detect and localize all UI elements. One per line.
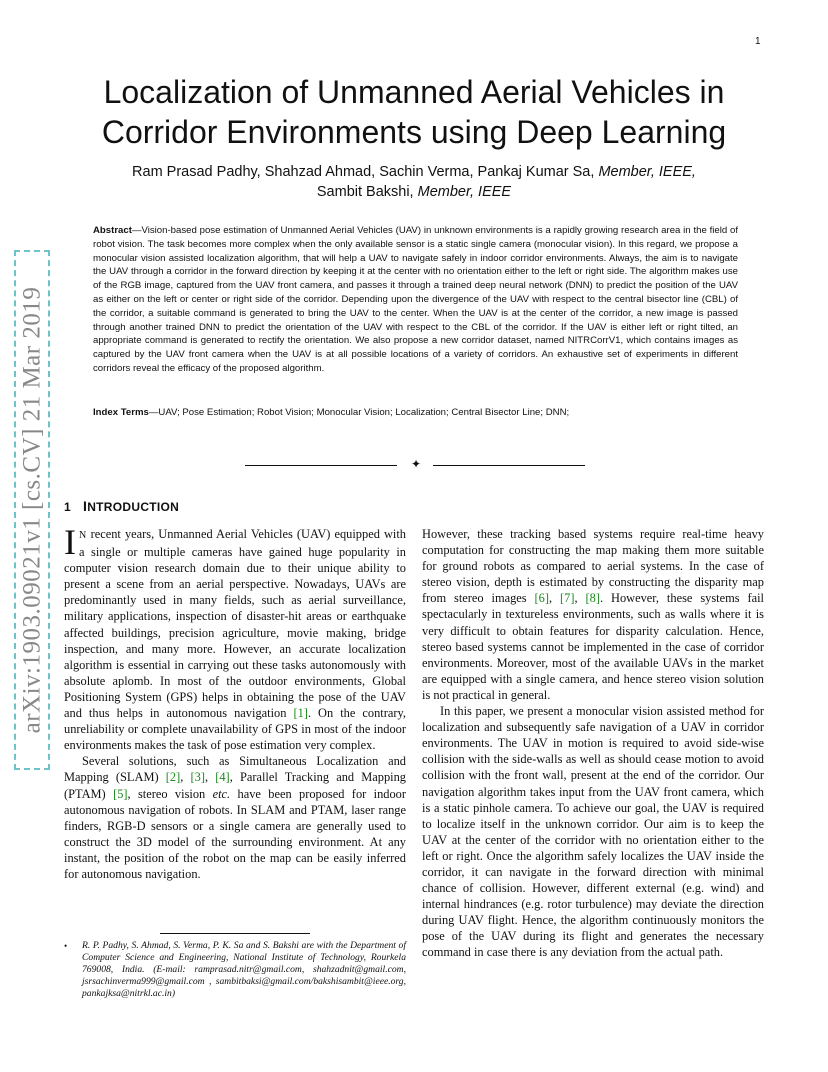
paragraph-text-italic: etc. (212, 786, 231, 801)
citation-link[interactable]: [5] (113, 786, 128, 801)
citation-link[interactable]: [3] (190, 770, 205, 785)
footnote-bullet-icon: • (64, 941, 68, 951)
citation-link[interactable]: [1] (293, 706, 308, 721)
drop-cap: I (64, 522, 76, 562)
paragraph (422, 526, 764, 703)
citation-link[interactable]: [2] (165, 770, 181, 785)
divider-line-left (245, 465, 397, 466)
divider-diamond-icon: ✦ (411, 457, 422, 471)
section-number: 1 (64, 500, 71, 514)
abstract-label: Abstract (93, 225, 132, 236)
paragraph-text: However, these tracking based systems require real-time heavy computation for constructing the map making them more suitable for ground robots as compared to aerial systems. In the case of stereo vision, depth is estimated by constructing the disparity map from stereo images (422, 527, 764, 606)
paragraph-text: , stereo vision (127, 786, 213, 801)
citation-link[interactable]: [6] (534, 591, 549, 606)
paragraph-text: , (204, 770, 216, 785)
section-divider (245, 459, 585, 471)
citation-link[interactable]: [7] (560, 591, 575, 606)
paragraph-text: , (574, 591, 586, 606)
paragraph-text: , (180, 770, 191, 785)
abstract-text: —Vision-based pose estimation of Unmanned Aerial Vehicles (UAV) in unknown environments is a rapidly growing research area in the field of robot vision. The task becomes more complex when the only available sensor is a static single camera (monocular vision). In this regard, we propose a monocular vision assisted localization algorithm, that will help a UAV to navigate safely in indoor corridor environments. Always, the aim is to navigate the UAV through a corridor in the forward direction by keeping it at the center with no orientation either to the left or right side. The algorithm makes use of the RGB image, captured from the UAV front camera, and passes it through a trained deep neural network (DNN) to predict the position of the UAV as either on the left or center or right side of the corridor. Depending upon the divergence of the UAV with respect to the central bisector line (CBL) of the corridor, a suitable command is generated to bring the UAV to the center. When the UAV is at the center of the corridor, a new image is passed through another trained DNN to predict the orientation of the UAV with respect to the CBL of the corridor. If the UAV is either left or right tilted, an appropriate command is generated to rectify the orientation. We also propose a new corridor dataset, named NITRCorrV1, which contains images as captured by the UAV front camera when the UAV is at all possible locations of a variety of corridors. An exhaustive set of experiments in different corridors reveal the efficacy of the proposed algorithm. (93, 225, 738, 374)
footnote-rule (160, 933, 310, 934)
paragraph-text: , Parallel Tracking and Mapping (PTAM) (64, 770, 407, 801)
divider-line-right (433, 465, 585, 466)
arxiv-stamp (14, 250, 50, 770)
paragraph (64, 753, 406, 882)
page-number: 1 (755, 36, 761, 47)
left-column (64, 522, 407, 882)
arxiv-identifier: arXiv:1903.09021v1 [cs.CV] 21 Mar 2019 (18, 286, 46, 734)
affiliation-footnote (64, 940, 406, 1000)
authors-line-2: Sambit Bakshi, (316, 184, 418, 200)
authors-line-2-membership: Member, IEEE (417, 184, 512, 200)
paper-title (60, 72, 768, 152)
right-column (422, 526, 764, 961)
title-line-2: Corridor Environments using Deep Learning (101, 114, 727, 150)
paragraph-text: . However, these systems fail spectacularly in textureless environments, such as walls where it is very difficult to obtain features for disparity calculation. Hence, stereo based systems cannot be implemented in the case of corridor environments. Moreover, most of the available UAVs in the market are equipped with a single camera, and hence stereo vision solution is not practical in general. (422, 591, 764, 702)
title-line-1: Localization of Unmanned Aerial Vehicles in (103, 74, 725, 110)
paragraph: In this paper, we present a monocular vision assisted method for localization and subsequently safe navigation of a UAV in corridor environments. The UAV in motion is required to avoid side-wise collision with the side-walls as well as should cease motion to avoid collision with the front wall, present at the end of the corridor. Our navigation algorithm takes input from the UAV front camera, which is a static pinhole camera. To achieve our goal, the UAV is required to localize itself in the unknown corridor. Our aim is to keep the UAV at the center of the corridor with no orientation either to the left or right. Once the algorithm safely localizes the UAV inside the corridor, it can navigate in the forward direction with minimal chance of collision. However, different external (e.g. wind) and internal hindrances (e.g. rotor turbulence) may deviate the direction during UAV flight. Hence, the algorithm continuously monitors the pose of the UAV during its flight and generates the necessary command in case there is any deviation from the actual path. (422, 704, 764, 960)
author-list (60, 162, 768, 202)
paragraph-text: . On the contrary, unreliability or complete unavailability of GPS in most of the indoor environments makes the task of pose estimation very complex. (64, 706, 406, 753)
section-heading-introduction (64, 498, 179, 514)
paragraph (64, 522, 406, 753)
authors-line-1: Ram Prasad Padhy, Shahzad Ahmad, Sachin Verma, Pankaj Kumar Sa, (132, 164, 599, 180)
citation-link[interactable]: [4] (215, 770, 230, 785)
paragraph-text: recent years, Unmanned Aerial Vehicles (UAV) equipped with a single or multiple cameras have gained huge popularity in computer vision research domain due to their unique ability to present a scene from an aerial perspective. Nowadays, UAVs are predominantly used in many fields, such as aerial surveillance, military applications, inspection of disaster-hit areas or earthquake affected buildings, precision agriculture, movie making, bridge inspection, and many more. However, an accurate localization algorithm is essential in carrying out these tasks autonomously with absolute aplomb. In most of the outdoor environments, Global Positioning System (GPS) helps in obtaining the pose of the UAV and thus helps in autonomous navigation (64, 527, 406, 721)
abstract (93, 224, 738, 376)
paragraph-text: have been proposed for indoor autonomous navigation of robots. In SLAM and PTAM, laser range finders, RGB-D sensors or a single camera are generally used to construct the 3D model of the surrounding environment. At any instant, the position of the robot on the map can be easily inferred for autonomous navigation. (64, 786, 406, 881)
section-title-initial: I (82, 498, 88, 514)
citation-link[interactable]: [8] (585, 591, 600, 606)
first-word-smallcap: N (79, 530, 87, 541)
section-title-rest: NTRODUCTION (87, 500, 180, 514)
paragraph-text: , (549, 591, 561, 606)
authors-line-1-membership: Member, IEEE, (598, 164, 696, 180)
index-terms (93, 406, 738, 419)
index-terms-label: Index Terms (93, 407, 149, 418)
paragraph-text: Several solutions, such as Simultaneous Localization and Mapping (SLAM) (64, 754, 406, 785)
footnote-text: R. P. Padhy, S. Ahmad, S. Verma, P. K. Sa and S. Bakshi are with the Department of Computer Science and Engineering, National Institute of Technology, Rourkela 769008, India. (E-mail: ramprasad.nitr@gmail.com, shahzadnit@gmail.com, jsrsachinverma999@gmail.com , sambitbaksi@gmail.com/bakshisambit@ieee.org, pankajksa@nitrkl.ac.in) (82, 940, 406, 999)
index-terms-text: —UAV; Pose Estimation; Robot Vision; Monocular Vision; Localization; Central Bisector Line; DNN; (148, 407, 570, 418)
